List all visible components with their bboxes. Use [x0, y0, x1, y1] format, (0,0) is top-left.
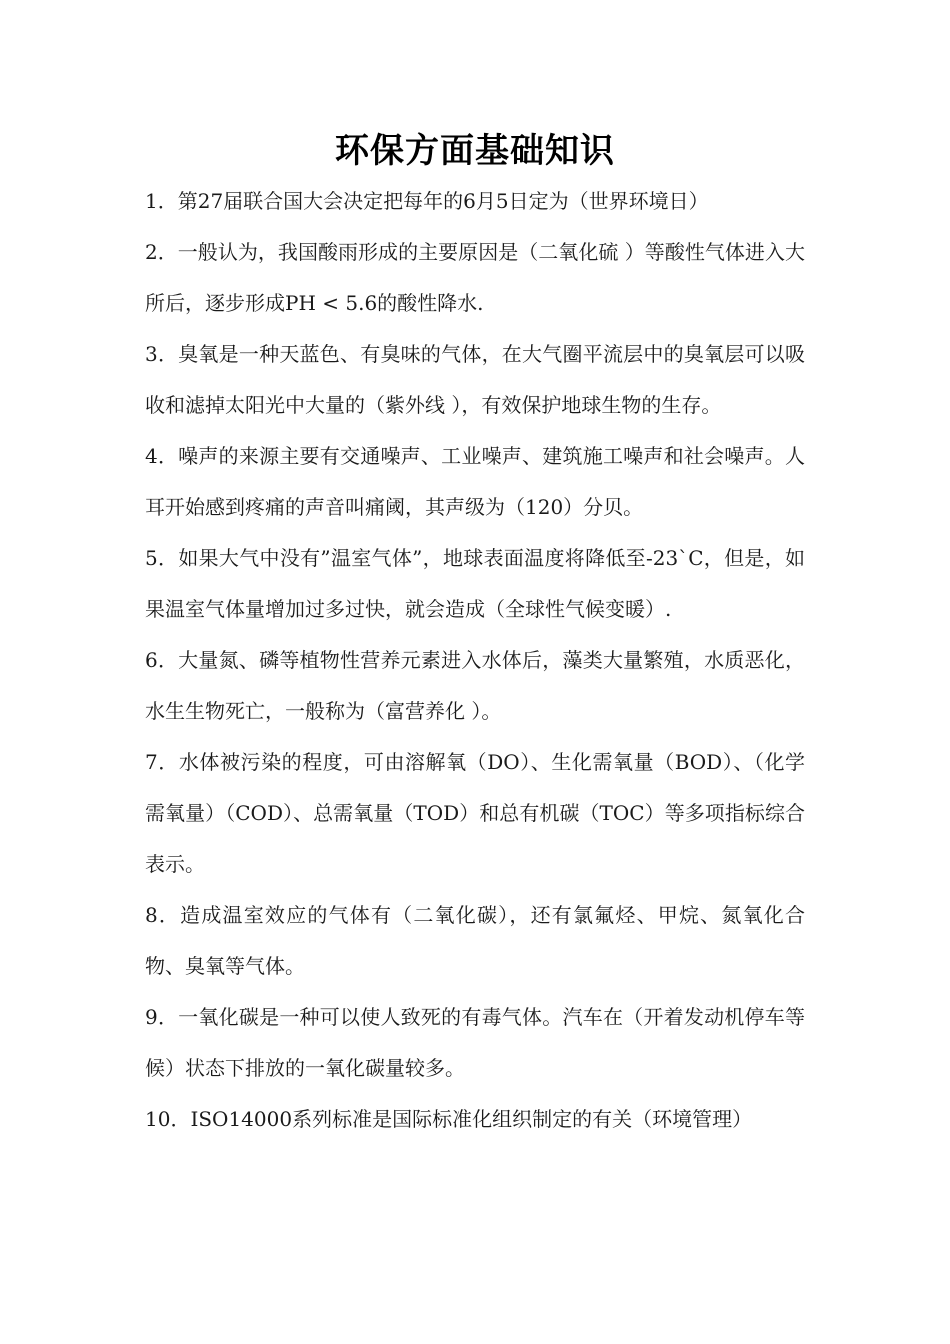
paragraph-7: 7．水体被污染的程度，可由溶解氧（DO）、生化需氧量（BOD）、（化学需氧量）（COD）、总需氧量（TOD）和总有机碳（TOC）等多项指标综合表示。: [145, 750, 805, 876]
paragraph-10: 10．ISO14000系列标准是国际标准化组织制定的有关（环境管理）: [145, 1107, 753, 1131]
paragraph-4: 4．噪声的来源主要有交通噪声、工业噪声、建筑施工噪声和社会噪声。人耳开始感到疼痛的声音叫痛阈，其声级为（120）分贝。: [145, 444, 805, 519]
paragraph-5: 5．如果大气中没有”温室气体”，地球表面温度将降低至-23`C，但是，如果温室气体量增加过多过快，就会造成（全球性气候变暖）.: [145, 546, 805, 621]
paragraph-9: 9．一氧化碳是一种可以使人致死的有毒气体。汽车在（开着发动机停车等候）状态下排放的一氧化碳量较多。: [145, 1005, 805, 1080]
paragraph-3: 3．臭氧是一种天蓝色、有臭味的气体，在大气圈平流层中的臭氧层可以吸收和滤掉太阳光中大量的（紫外线 ），有效保护地球生物的生存。: [145, 342, 805, 417]
paragraph-8: 8．造成温室效应的气体有（二氧化碳），还有氯氟烃、甲烷、氮氧化合物、臭氧等气体。: [145, 903, 805, 978]
paragraph-1: 1．第27届联合国大会决定把每年的6月5日定为（世界环境日）: [145, 189, 709, 213]
page-title: 环保方面基础知识: [335, 131, 615, 171]
paragraph-6: 6．大量氮、磷等植物性营养元素进入水体后，藻类大量繁殖，水质恶化，水生生物死亡，一般称为（富营养化 ）。: [145, 648, 805, 723]
document-body: [145, 176, 805, 1145]
paragraph-2: 2．一般认为，我国酸雨形成的主要原因是（二氧化硫 ）等酸性气体进入大所后，逐步形成PH < 5.6的酸性降水.: [145, 240, 805, 315]
